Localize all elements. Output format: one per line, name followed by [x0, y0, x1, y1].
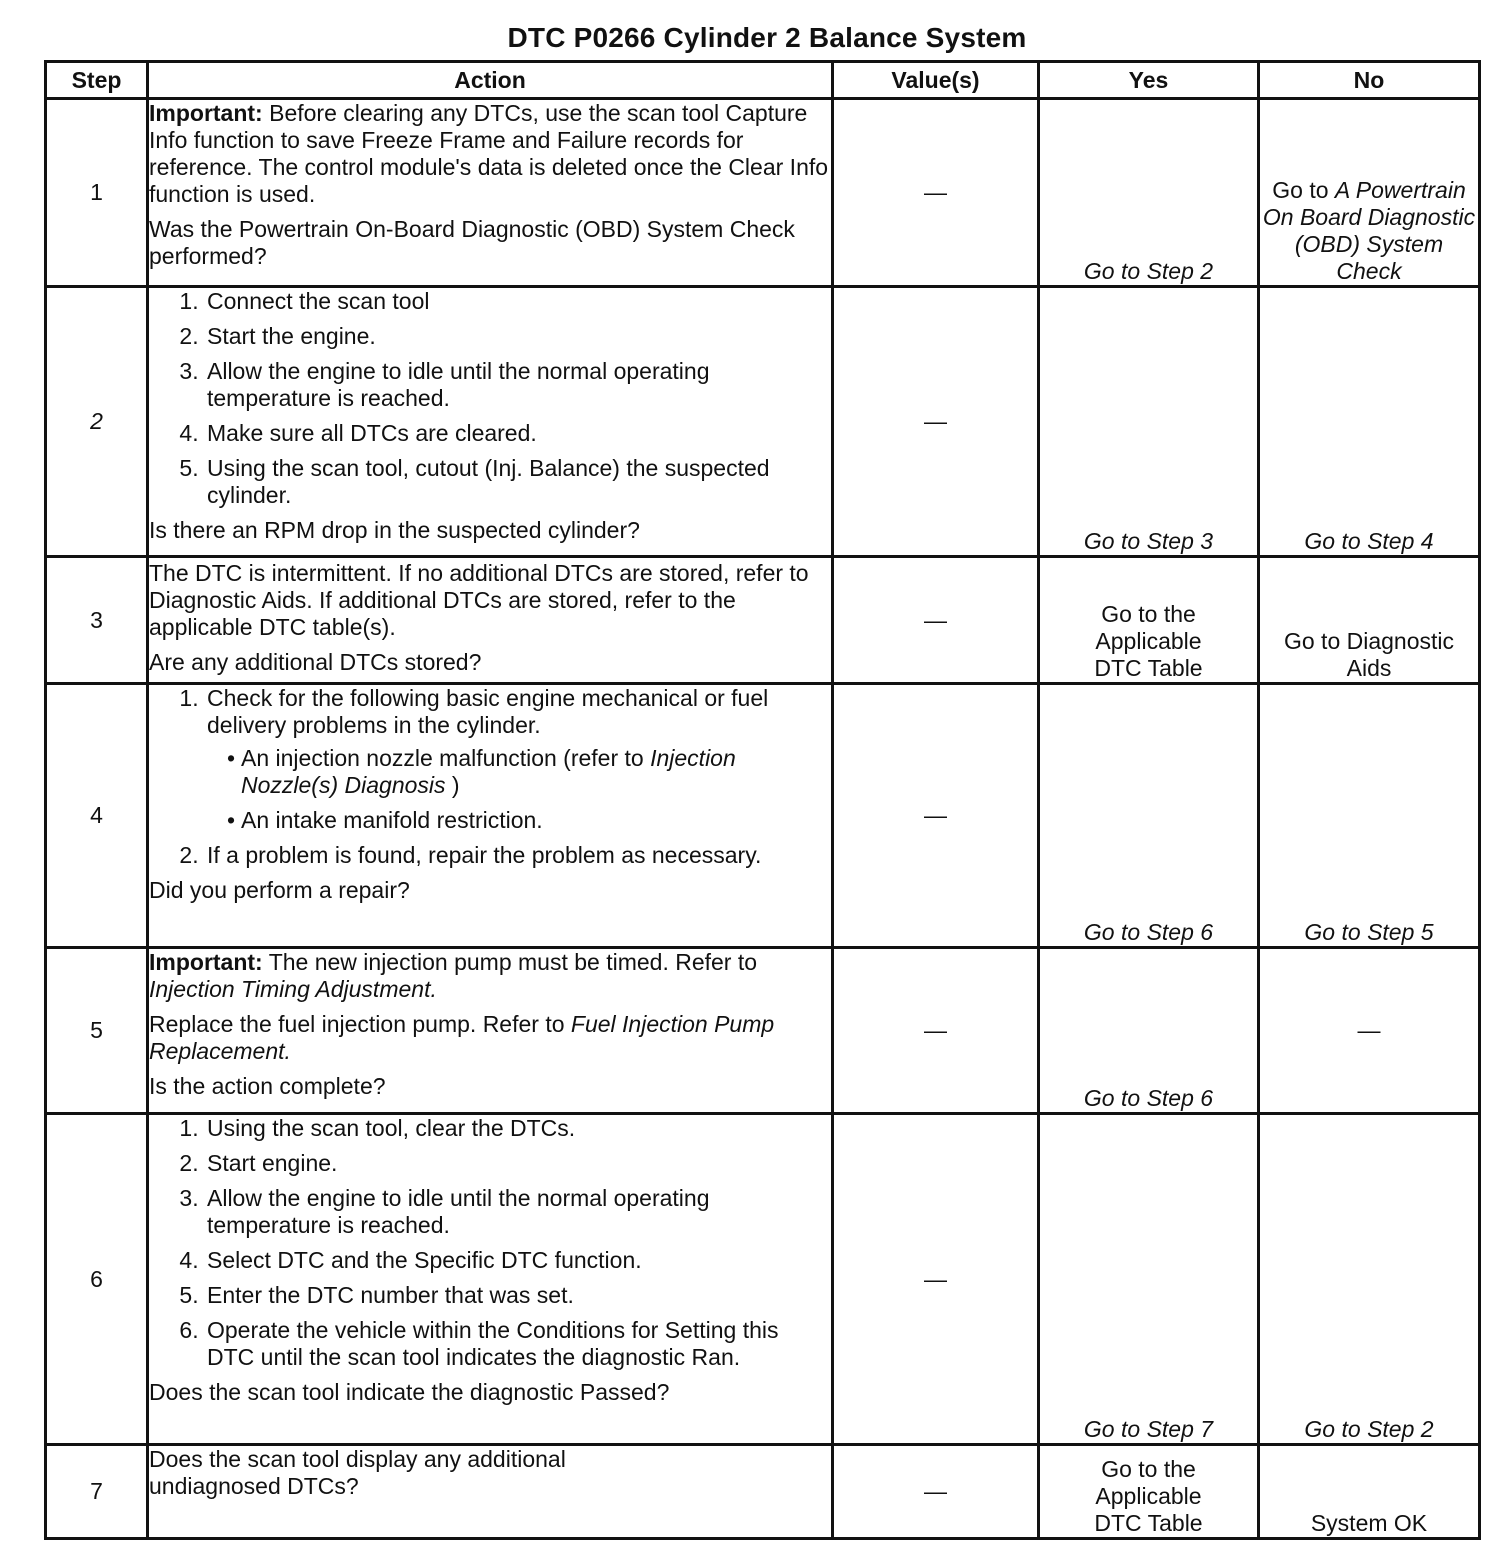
step-number: 4: [46, 684, 148, 948]
step-number: 7: [46, 1445, 148, 1539]
replace-instruction: [149, 1011, 831, 1065]
diagnostic-table: [44, 60, 1481, 1540]
no-cell: —: [1259, 948, 1480, 1114]
list-item: 4. Select DTC and the Specific DTC function.: [205, 1247, 831, 1274]
value-cell: —: [833, 684, 1039, 948]
yes-cell: Go to Step 7: [1039, 1114, 1259, 1445]
action-cell: [148, 1445, 833, 1539]
table-row: [46, 1114, 1480, 1445]
yes-cell: Go to the Applicable DTC Table: [1039, 1445, 1259, 1539]
step-question: Is there an RPM drop in the suspected cylinder?: [149, 517, 640, 543]
action-cell: [148, 948, 833, 1114]
list-item: 2. Start engine.: [205, 1150, 831, 1177]
bullet-item: [227, 745, 831, 799]
header-step: Step: [46, 62, 148, 99]
list-item: [205, 685, 831, 834]
list-item: 1. Using the scan tool, clear the DTCs.: [205, 1115, 831, 1142]
list-item-text: Check for the following basic engine mechanical or fuel delivery problems in the cylinder.: [207, 685, 769, 738]
yes-cell: Go to Step 2: [1039, 99, 1259, 287]
list-item: 5. Using the scan tool, cutout (Inj. Balance) the suspected cylinder.: [205, 455, 831, 509]
list-item: 5. Enter the DTC number that was set.: [205, 1282, 831, 1309]
list-item: 2. Start the engine.: [205, 323, 831, 350]
step-number: 3: [46, 557, 148, 684]
value-cell: —: [833, 557, 1039, 684]
instruction-list: [149, 288, 831, 509]
important-label: Important:: [149, 100, 263, 126]
step-question: Did you perform a repair?: [149, 877, 410, 903]
step-number: 6: [46, 1114, 148, 1445]
header-values: Value(s): [833, 62, 1039, 99]
important-note: [149, 100, 831, 208]
no-cell: [1259, 99, 1480, 287]
yes-cell: Go to the Applicable DTC Table: [1039, 557, 1259, 684]
action-cell: [148, 684, 833, 948]
table-row: [46, 948, 1480, 1114]
important-label: Important:: [149, 949, 263, 975]
instruction-list: [149, 1115, 831, 1371]
action-cell: [148, 1114, 833, 1445]
list-item: 4. Make sure all DTCs are cleared.: [205, 420, 831, 447]
no-cell: Go to Step 5: [1259, 684, 1480, 948]
yes-cell: Go to Step 6: [1039, 684, 1259, 948]
yes-cell: Go to Step 3: [1039, 287, 1259, 557]
step-text: The DTC is intermittent. If no additional DTCs are stored, refer to Diagnostic Aids. If additional DTCs are stored, refer to the applicable DTC table(s).: [149, 560, 809, 640]
value-cell: —: [833, 287, 1039, 557]
step-question: Are any additional DTCs stored?: [149, 649, 482, 675]
step-question: Does the scan tool indicate the diagnostic Passed?: [149, 1379, 670, 1405]
replace-reference: Fuel Injection Pump Replacement.: [149, 1011, 775, 1064]
list-item: 3. Allow the engine to idle until the normal operating temperature is reached.: [205, 358, 831, 412]
header-no: No: [1259, 62, 1480, 99]
no-cell: Go to Step 4: [1259, 287, 1480, 557]
table-row: [46, 557, 1480, 684]
no-prefix: Go to: [1272, 177, 1335, 203]
table-row: [46, 684, 1480, 948]
step-number: 5: [46, 948, 148, 1114]
header-action: Action: [148, 62, 833, 99]
important-reference: Injection Timing Adjustment.: [149, 976, 437, 1002]
important-text: Before clearing any DTCs, use the scan tool Capture Info function to save Freeze Frame and Failure records for reference. The control module's data is deleted once the Clear Info function is used.: [149, 100, 829, 207]
step-question: Does the scan tool display any additional undiagnosed DTCs?: [149, 1446, 566, 1499]
bullet-suffix: ): [445, 772, 460, 798]
header-row: [46, 62, 1480, 99]
no-cell: Go to Step 2: [1259, 1114, 1480, 1445]
instruction-list: [149, 685, 831, 869]
step-question: Is the action complete?: [149, 1073, 386, 1099]
no-cell: System OK: [1259, 1445, 1480, 1539]
step-number: 1: [46, 99, 148, 287]
header-yes: Yes: [1039, 62, 1259, 99]
value-cell: —: [833, 99, 1039, 287]
action-cell: [148, 99, 833, 287]
yes-cell: Go to Step 6: [1039, 948, 1259, 1114]
page-title: DTC P0266 Cylinder 2 Balance System: [507, 22, 1027, 53]
table-row: [46, 1445, 1480, 1539]
action-cell: [148, 557, 833, 684]
bullet-list: [207, 745, 831, 834]
replace-text: Replace the fuel injection pump. Refer to: [149, 1011, 571, 1037]
no-cell: Go to Diagnostic Aids: [1259, 557, 1480, 684]
bullet-item: • An intake manifold restriction.: [227, 807, 831, 834]
important-text: The new injection pump must be timed. Refer to: [262, 949, 758, 975]
list-item: 2. If a problem is found, repair the problem as necessary.: [205, 842, 831, 869]
important-note: [149, 949, 831, 1003]
value-cell: —: [833, 948, 1039, 1114]
action-cell: [148, 287, 833, 557]
bullet-text: An injection nozzle malfunction (refer to: [241, 745, 651, 771]
value-cell: —: [833, 1114, 1039, 1445]
step-number: 2: [46, 287, 148, 557]
step-question: Was the Powertrain On-Board Diagnostic (OBD) System Check performed?: [149, 216, 795, 269]
bullet-reference: Injection Nozzle(s) Diagnosis: [241, 745, 736, 798]
list-item: 1. Connect the scan tool: [205, 288, 831, 315]
value-cell: —: [833, 1445, 1039, 1539]
list-item: 6. Operate the vehicle within the Conditions for Setting this DTC until the scan tool indicates the diagnostic Ran.: [205, 1317, 831, 1371]
table-row: [46, 287, 1480, 557]
table-row: [46, 99, 1480, 287]
list-item: 3. Allow the engine to idle until the normal operating temperature is reached.: [205, 1185, 831, 1239]
no-reference: A Powertrain On Board Diagnostic (OBD) System Check: [1262, 177, 1476, 284]
